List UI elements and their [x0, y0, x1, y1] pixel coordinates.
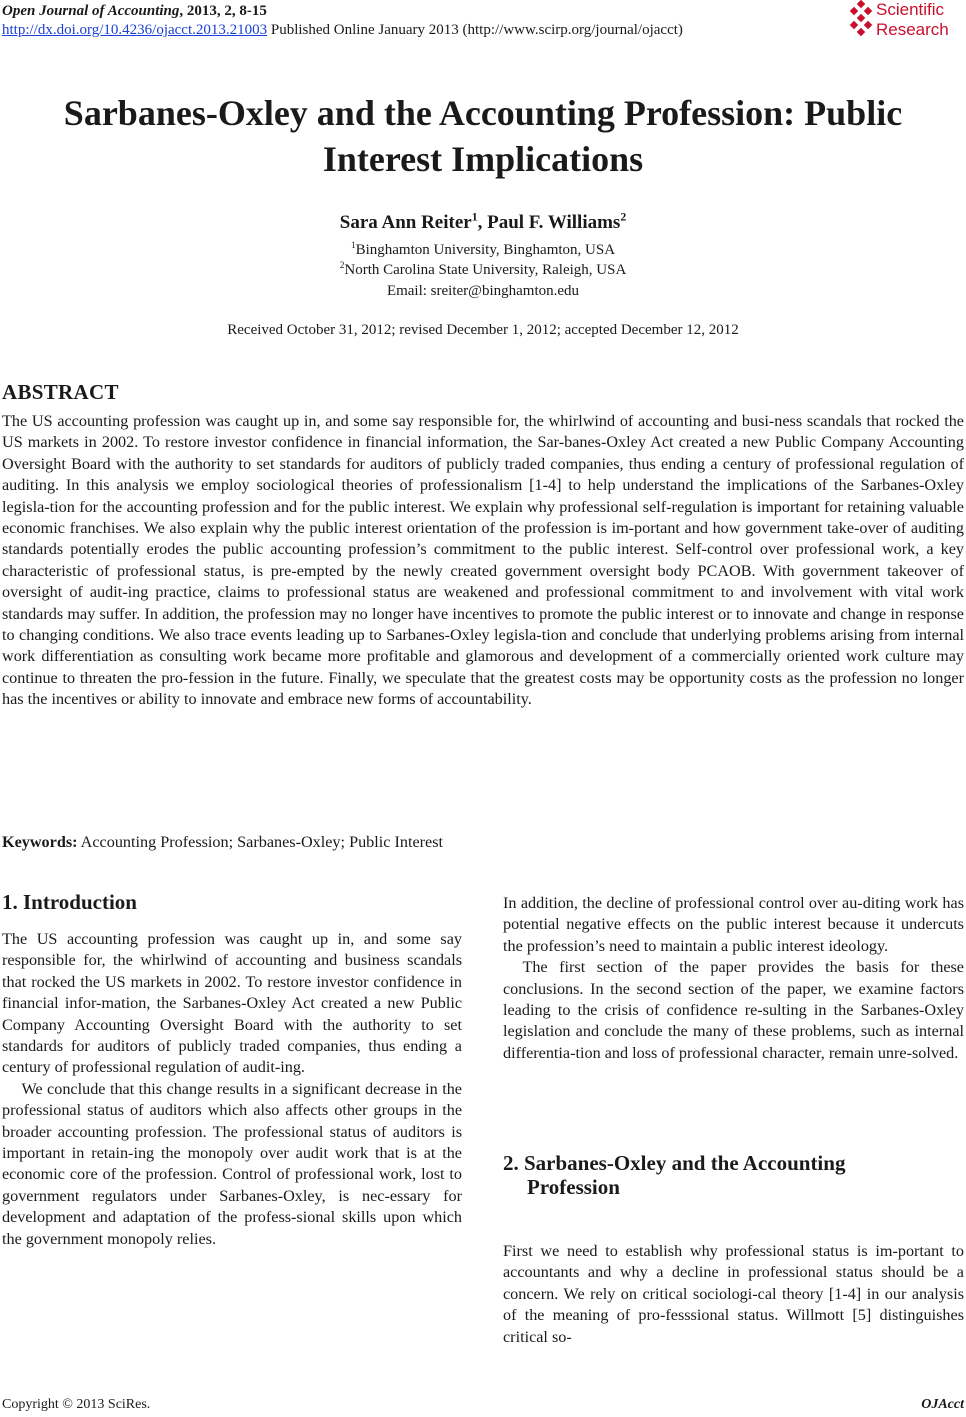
- right-paragraph-1: In addition, the decline of professional control over au-diting work has potential negative effects on the public interest because it undercuts the profession’s need to maintain a public interest ideology.: [503, 894, 964, 955]
- abstract-heading: ABSTRACT: [2, 380, 119, 404]
- right-paragraph-2: The first section of the paper provides the basis for these conclusions. In the second section of the paper, we examine factors leading to the crisis of confidence re-sulting in the Sarbanes-Oxley legislation and conclude the many of these problems, such as internal differentia-tion and loss of professional character, remain unre-solved.: [503, 958, 964, 1062]
- author-1-affil-mark: 1: [471, 210, 478, 224]
- footer-copyright: Copyright © 2013 SciRes.: [2, 1397, 151, 1412]
- affiliation-1-mark: 1: [350, 241, 356, 251]
- affiliation-2-mark: 2: [339, 261, 345, 271]
- affiliation-2: [0, 260, 966, 280]
- left-column: [2, 929, 462, 1250]
- affiliation-1-text: Binghamton University, Binghamton, USA: [355, 242, 616, 258]
- author-2-affil-mark: 2: [620, 210, 627, 224]
- scientific-research-logo: [846, 0, 966, 42]
- keywords-label: Keywords:: [2, 833, 78, 851]
- logo-line-1: Scientific: [876, 0, 945, 19]
- keywords-line: [2, 833, 443, 852]
- logo-line-2: Research: [876, 20, 949, 39]
- right-column: [503, 893, 964, 1064]
- section-2-paragraph-1: First we need to establish why professional status is im-portant to accountants and why a decline in professional status should be a concern. We rely on critical sociologi-cal theory [1-4] in our analysis of the meaning of pro-fesssional status. Willmott [5] distinguishes critical so-: [503, 1242, 964, 1346]
- section-2-body: [503, 1241, 964, 1348]
- footer-journal-abbrev: OJAcct: [921, 1397, 964, 1412]
- logo-diamond-icon: [846, 0, 876, 40]
- paper-title: [0, 90, 966, 182]
- title-line-1: Sarbanes-Oxley and the Accounting Profession: Public: [63, 93, 903, 133]
- section-2-heading-line-2: Profession: [527, 1175, 620, 1199]
- keywords-text: Accounting Profession; Sarbanes-Oxley; Public Interest: [77, 833, 444, 851]
- journal-name: Open Journal of Accounting: [2, 3, 180, 19]
- author-separator: ,: [477, 212, 488, 233]
- published-online-text: Published Online January 2013 (http://www.scirp.org/journal/ojacct): [267, 22, 683, 38]
- section-1-heading: 1. Introduction: [2, 890, 137, 914]
- affiliation-1: [0, 240, 966, 260]
- received-dates: Received October 31, 2012; revised December 1, 2012; accepted December 12, 2012: [227, 322, 739, 338]
- abstract-text: The US accounting profession was caught up in, and some say responsible for, the whirlwind of accounting and busi-ness scandals that rocked the US markets in 2002. To restore investor confidence in financial information, the Sar-banes-Oxley Act created a new Public Company Accounting Oversight Board with the authority to set standards for auditors of publicly traded companies, thus ending a century of professional regulation of auditing. In this analysis we employ sociological theories of professionalism [1-4] to help understand the implications of the Sarbanes-Oxley legisla-tion for the accounting profession and for the public interest. We explain why professional self-regulation is important for retaining valuable economic franchises. We also explain why the public interest orientation of the profession is im-portant and how government take-over of auditing standards potentially erodes the public accounting profession’s commitment to the public interest. Self-control over professional work, a key characteristic of professional status, is pre-empted by the newly created government oversight body PCAOB. With government takeover of oversight of audit-ing practice, claims to professional status are weakened and professional commitment to and involvement with vital work standards may suffer. In addition, the profession may no longer have incentives to promote the public interest or to innovate and change in response to changing conditions. We also trace events leading up to Sarbanes-Oxley legisla-tion and conclude that underlying problems arising from internal work differentiation as consulting work became more profitable and glamorous and development of a commercially oriented work culture may continue to threaten the pro-fession in the future. Finally, we speculate that the greatest costs may be opportunity costs as the profession no longer has the incentives or ability to innovate and embrace new forms of accountability.: [2, 412, 964, 709]
- doi-link[interactable]: http://dx.doi.org/10.4236/ojacct.2013.21003: [2, 22, 268, 38]
- section-2-heading-line-1: 2. Sarbanes-Oxley and the Accounting: [503, 1151, 846, 1175]
- author-email: Email: sreiter@binghamton.edu: [386, 283, 580, 299]
- author-list: [0, 212, 966, 234]
- doi-line: [2, 21, 683, 40]
- author-2: Paul F. Williams: [487, 212, 621, 233]
- section-2-heading: [503, 1151, 964, 1199]
- journal-citation: [2, 2, 267, 21]
- journal-volume: , 2013, 2, 8-15: [179, 3, 267, 19]
- author-1: Sara Ann Reiter: [339, 212, 472, 233]
- affiliation-2-text: North Carolina State University, Raleigh, USA: [344, 262, 627, 278]
- title-line-2: Interest Implications: [322, 139, 644, 179]
- intro-paragraph-1: The US accounting profession was caught up in, and some say responsible for, the whirlwind of accounting and business scandals that rocked the US markets in 2002. To restore investor confidence in financial infor-mation, the Sarbanes-Oxley Act created a new Public Company Accounting Oversight Board with the authority to set standards for auditors of publicly traded companies, thus ending a century of professional regulation of audit-ing.: [2, 930, 462, 1077]
- intro-paragraph-2: We conclude that this change results in a significant decrease in the professional status of auditors which also affects other groups in the broader accounting profession. The professional status of auditors is important in retain-ing the monopoly over audit work that is at the economic core of the profession. Control of professional work, lost to government regulators under Sarbanes-Oxley, is nec-essary for development and adaptation of the profess-sional skills upon which the government monopoly relies.: [2, 1079, 462, 1248]
